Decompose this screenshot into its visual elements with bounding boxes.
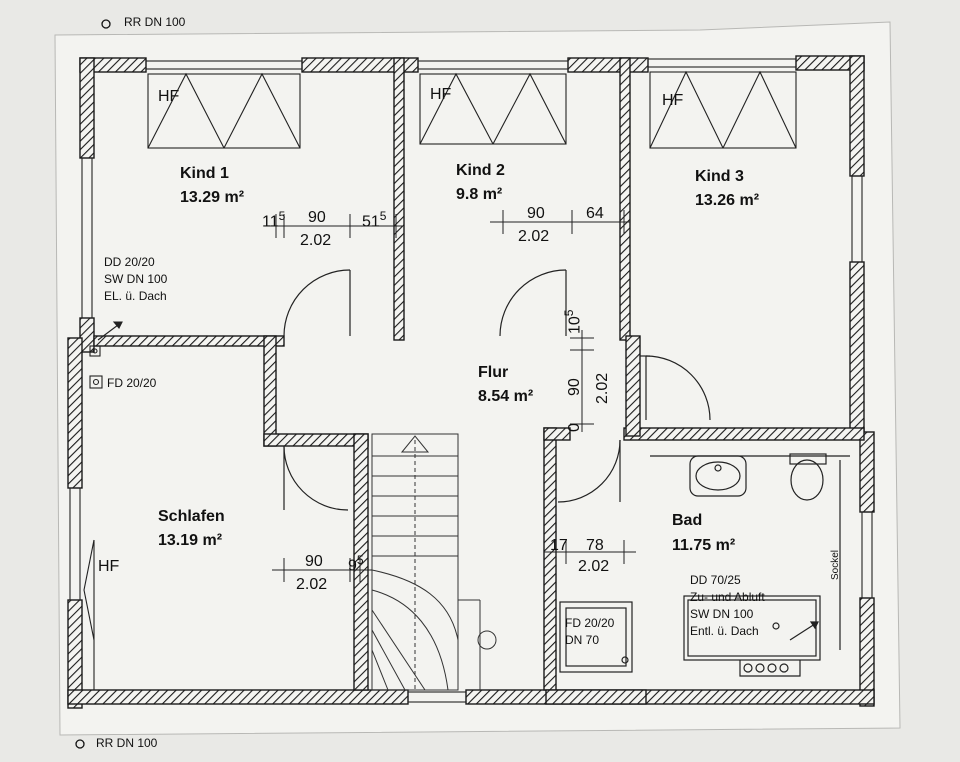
note-dd-kind1-line3: EL. ü. Dach	[104, 289, 167, 303]
dim-bad-width: 78	[586, 537, 604, 554]
note-sockel: Sockel	[830, 549, 841, 580]
room-name-flur: Flur	[478, 364, 509, 381]
note-fd-bad-line2: DN 70	[565, 633, 600, 647]
room-area-kind1: 13.29 m²	[180, 189, 245, 206]
dim-kind1-right-value: 51	[362, 213, 380, 231]
note-fd-bad-line1: FD 20/20	[565, 616, 615, 630]
dim-schlafen-right	[348, 553, 364, 575]
room-area-schlafen: 13.19 m²	[158, 532, 223, 549]
room-area-flur: 8.54 m²	[478, 388, 534, 405]
note-dd-kind1-line1: DD 20/20	[104, 255, 155, 269]
dim-kind2-width: 90	[527, 205, 545, 222]
note-dd-bad-line4: Entl. ü. Dach	[690, 624, 759, 638]
note-dd-bad	[690, 572, 765, 640]
dim-schlafen-width: 90	[305, 553, 323, 570]
note-dd-kind1-line2: SW DN 100	[104, 272, 168, 286]
wardrobe-label-kind1: HF	[158, 88, 180, 105]
dim-flur-top-sup: 5	[562, 309, 576, 317]
dim-bad-height: 2.02	[578, 558, 610, 575]
dim-kind1-left-sup: 5	[278, 209, 286, 223]
dim-kind1-width: 90	[308, 209, 326, 226]
roof-drain-top-label: RR DN 100	[124, 15, 186, 29]
dim-flur-height: 2.02	[594, 372, 611, 404]
dim-kind2-right: 64	[586, 205, 604, 222]
dim-flur-width: 90	[566, 378, 583, 396]
dim-flur-bottom: 0	[566, 423, 583, 432]
note-fd-schlafen: FD 20/20	[107, 376, 157, 390]
room-area-bad: 11.75 m²	[672, 537, 736, 554]
wardrobe-label-kind3: HF	[662, 92, 684, 109]
room-name-bad: Bad	[672, 512, 703, 529]
dim-kind1-height: 2.02	[300, 232, 332, 249]
dim-bad-left: 17	[550, 537, 568, 554]
room-area-kind2: 9.8 m²	[456, 186, 503, 203]
note-fd-bad	[565, 615, 614, 649]
dim-schlafen-height: 2.02	[296, 576, 328, 593]
roof-drain-bottom-label: RR DN 100	[96, 736, 158, 750]
room-name-kind2: Kind 2	[456, 162, 505, 179]
dim-schlafen-right-value: 9	[348, 557, 357, 575]
wardrobe-label-kind2: HF	[430, 86, 452, 103]
wardrobe-label-schlafen: HF	[98, 558, 120, 575]
roof-drain-bottom-marker	[76, 740, 84, 748]
dim-schlafen-right-sup: 5	[356, 553, 364, 567]
dim-kind1-right	[362, 209, 386, 231]
dim-kind1-right-sup: 5	[379, 209, 387, 223]
note-dd-bad-line3: SW DN 100	[690, 607, 754, 621]
note-dd-bad-line2: Zu- und Abluft	[690, 590, 765, 604]
dim-kind2-height: 2.02	[518, 228, 550, 245]
dim-flur-top-value: 10	[566, 316, 584, 334]
dim-kind1-left	[262, 209, 285, 231]
room-area-kind3: 13.26 m²	[695, 192, 760, 209]
room-name-schlafen: Schlafen	[158, 508, 225, 525]
dim-kind1-left-value: 11	[262, 213, 279, 231]
room-name-kind1: Kind 1	[180, 165, 229, 182]
dim-flur-top	[562, 310, 584, 334]
note-dd-kind1	[104, 254, 167, 305]
room-name-kind3: Kind 3	[695, 168, 744, 185]
note-dd-bad-line1: DD 70/25	[690, 573, 741, 587]
roof-drain-top-marker	[102, 20, 110, 28]
